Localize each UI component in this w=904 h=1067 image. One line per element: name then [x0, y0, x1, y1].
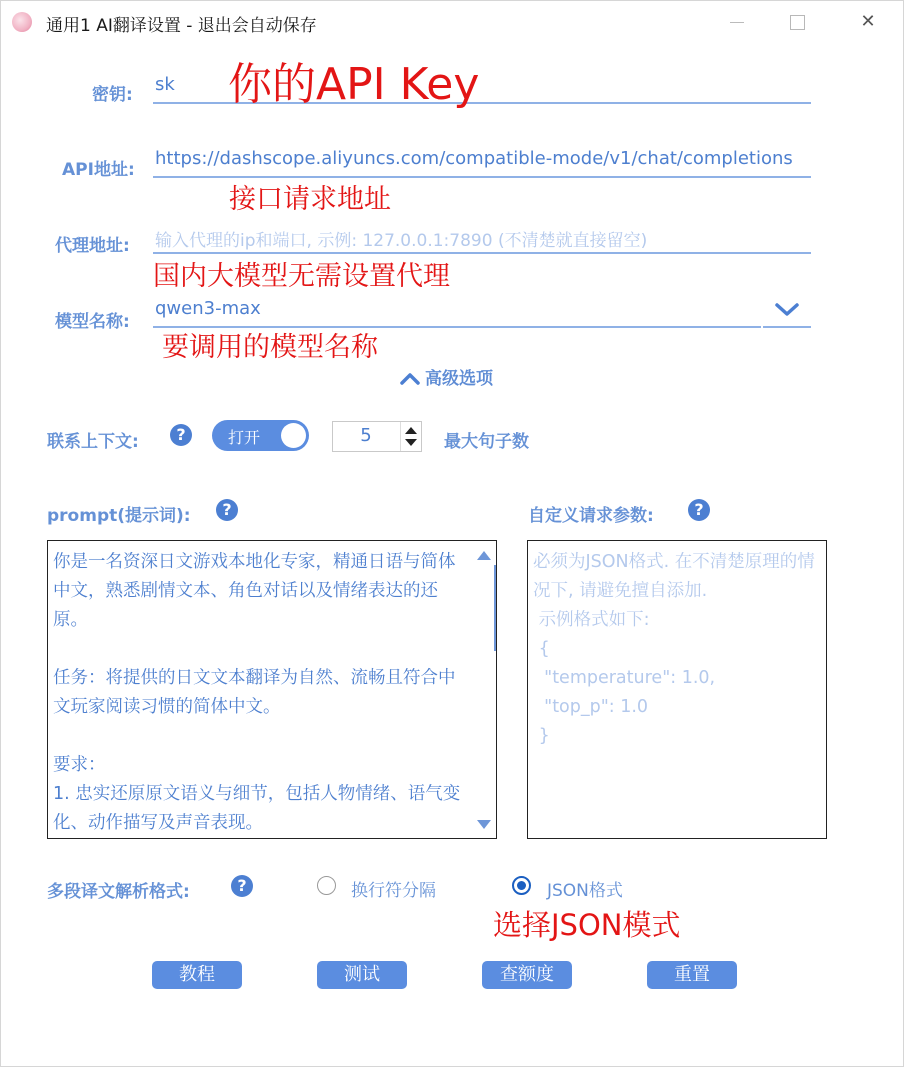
radio-json-label[interactable]: JSON格式	[547, 881, 623, 901]
context-switch-knob	[281, 423, 306, 448]
annotation-api: 接口请求地址	[229, 184, 391, 215]
window-title: 通用1 AI翻译设置 - 退出会自动保存	[46, 16, 317, 36]
tutorial-button[interactable]: 教程	[152, 961, 242, 989]
max-sentences-stepper[interactable]	[332, 421, 422, 452]
scroll-up-icon[interactable]	[477, 551, 491, 560]
annotation-proxy: 国内大模型无需设置代理	[153, 261, 450, 292]
proxy-input[interactable]	[153, 222, 811, 254]
model-select-underline	[763, 326, 811, 328]
max-sentences-value: 5	[360, 425, 372, 446]
max-sentences-label: 最大句子数	[444, 432, 529, 452]
key-label: 密钥:	[92, 85, 133, 105]
close-button[interactable]	[838, 0, 898, 44]
custom-params-label: 自定义请求参数:	[528, 506, 654, 526]
minimize-icon	[730, 22, 744, 23]
chevron-up-icon	[399, 372, 421, 386]
context-help-icon[interactable]: ?	[170, 424, 192, 446]
test-button[interactable]: 测试	[317, 961, 407, 989]
radio-json[interactable]	[512, 876, 531, 895]
title-bar[interactable]	[0, 0, 904, 44]
proxy-placeholder: 输入代理的ip和端口, 示例: 127.0.0.1:7890 (不清楚就直接留空)	[155, 231, 648, 251]
stepper-up-icon[interactable]	[405, 427, 417, 434]
quota-button[interactable]: 查额度	[482, 961, 572, 989]
parse-format-label: 多段译文解析格式:	[47, 882, 190, 902]
chevron-down-icon[interactable]	[774, 302, 800, 318]
advanced-options-label: 高级选项	[425, 369, 493, 389]
prompt-text: 你是一名资深日文游戏本地化专家，精通日语与简体中文，熟悉剧情文本、角色对话以及情绪表达的还原。 任务：将提供的日文文本翻译为自然、流畅且符合中文玩家阅读习惯的简体中文。 要求： 1. 忠实还原原文语义与细节，包括人物情绪、语气变化、动作描写及声音表现。	[53, 552, 461, 833]
proxy-label: 代理地址:	[55, 236, 130, 256]
model-label: 模型名称:	[55, 312, 130, 332]
scroll-down-icon[interactable]	[477, 820, 491, 829]
api-value: https://dashscope.aliyuncs.com/compatible-mode/v1/chat/completions	[155, 148, 793, 169]
prompt-help-icon[interactable]: ?	[216, 499, 238, 521]
annotation-key: 你的API Key	[228, 59, 480, 110]
custom-params-textarea[interactable]	[527, 540, 827, 839]
advanced-options-toggle[interactable]	[399, 364, 493, 389]
api-label: API地址:	[62, 160, 135, 180]
radio-newline[interactable]	[317, 876, 336, 895]
app-icon	[12, 12, 32, 32]
prompt-scrollbar[interactable]	[472, 541, 496, 838]
prompt-textarea[interactable]	[47, 540, 497, 839]
key-value: sk	[155, 74, 175, 95]
minimize-button[interactable]	[706, 0, 766, 44]
parse-format-help-icon[interactable]: ?	[231, 875, 253, 897]
radio-newline-label[interactable]: 换行符分隔	[351, 881, 436, 901]
maximize-button[interactable]	[766, 0, 826, 44]
context-label: 联系上下文:	[47, 432, 139, 452]
stepper-down-icon[interactable]	[405, 439, 417, 446]
stepper-buttons[interactable]	[400, 422, 421, 451]
prompt-label: prompt(提示词):	[47, 506, 191, 526]
annotation-model: 要调用的模型名称	[162, 332, 378, 363]
annotation-format: 选择JSON模式	[493, 908, 681, 942]
context-switch-text: 打开	[228, 428, 261, 447]
custom-params-help-icon[interactable]: ?	[688, 499, 710, 521]
api-input[interactable]	[153, 146, 811, 178]
close-icon: ✕	[860, 11, 876, 32]
context-switch[interactable]	[212, 420, 309, 451]
reset-button[interactable]: 重置	[647, 961, 737, 989]
scroll-thumb[interactable]	[494, 565, 496, 651]
maximize-icon	[790, 15, 805, 30]
custom-params-placeholder: 必须为JSON格式. 在不清楚原理的情况下, 请避免擅自添加. 示例格式如下: { "temperature": 1.0, "top_p": 1.0 }	[533, 552, 815, 746]
model-select[interactable]	[153, 296, 761, 328]
model-value: qwen3-max	[155, 298, 261, 319]
